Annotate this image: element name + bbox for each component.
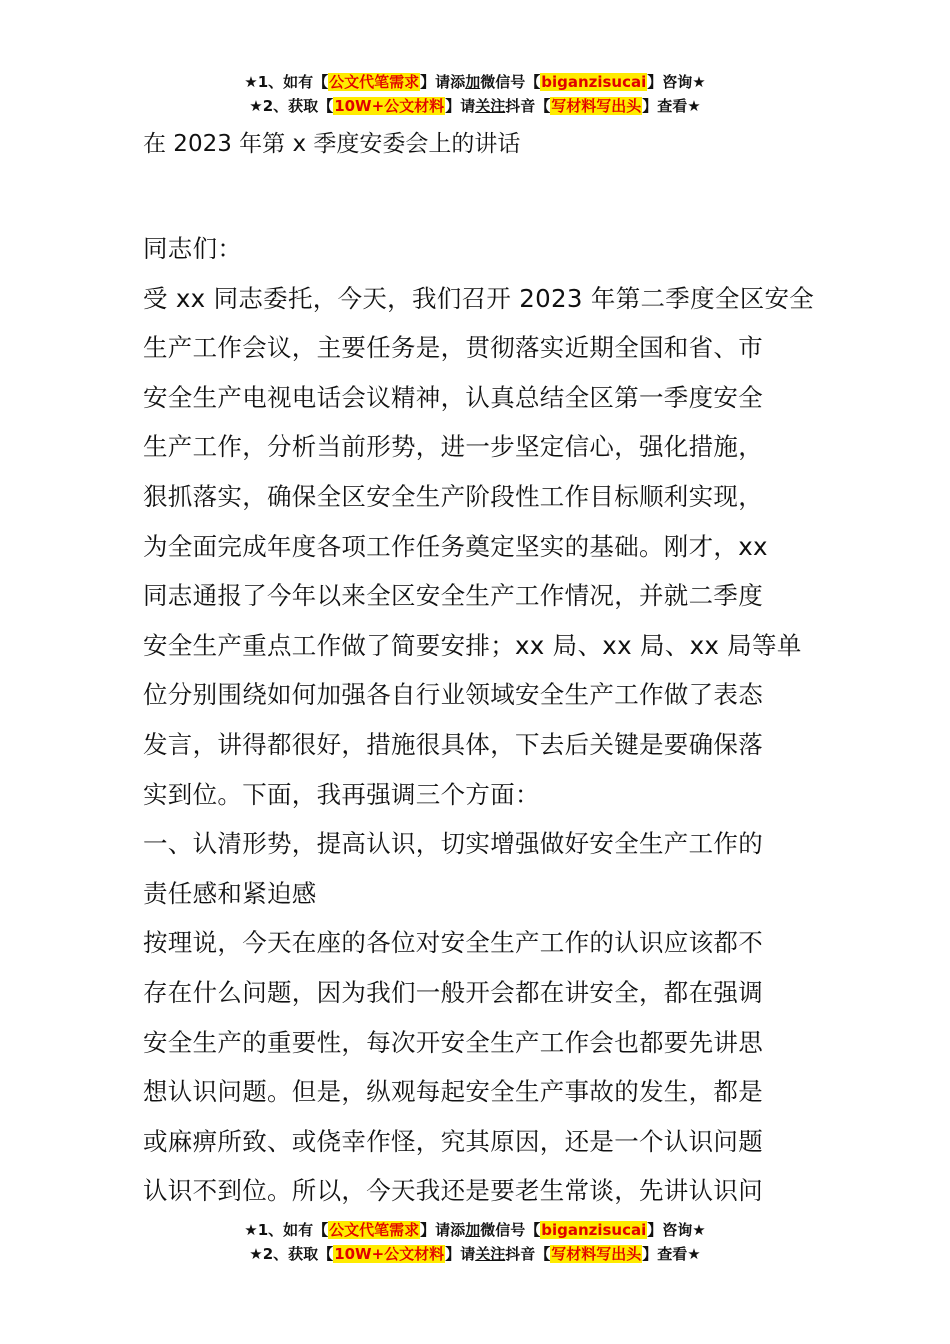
- text-line: 同志们：: [143, 234, 243, 263]
- text-line: 想认识问题。但是，纵观每起安全生产事故的发生，都是: [143, 1077, 763, 1107]
- promo-line-2: ★2、获取【10W+公文材料】请关注抖音【写材料写出头】查看★: [249, 97, 701, 115]
- text-line: 狠抓落实，确保全区安全生产阶段性工作目标顺利实现，: [143, 481, 763, 511]
- highlight-materials: 10W+公文材料: [334, 1245, 445, 1263]
- text-line: 按理说，今天在座的各位对安全生产工作的认识应该都不: [143, 928, 763, 958]
- text-line: 认识不到位。所以，今天我还是要老生常谈，先讲认识问: [143, 1176, 763, 1206]
- text-line: 为全面完成年度各项工作任务奠定坚实的基础。刚才，xx: [143, 531, 768, 561]
- promo-line-1: ★1、如有【公文代笔需求】请添加微信号【biganzisucai】咨询★: [244, 73, 706, 91]
- highlight-wechat-id: biganzisucai: [541, 1221, 647, 1239]
- highlight-douyin: 写材料写出头: [551, 1245, 642, 1263]
- text-line: 生产工作，分析当前形势，进一步坚定信心，强化措施，: [143, 432, 763, 462]
- highlight-materials: 10W+公文材料: [334, 97, 445, 115]
- text-line: 或麻痹所致、或侥幸作怪，究其原因，还是一个认识问题: [143, 1126, 763, 1156]
- text-line: 安全生产电视电话会议精神，认真总结全区第一季度安全: [143, 382, 763, 412]
- text-line: 受 xx 同志委托，今天，我们召开 2023 年第二季度全区安全: [143, 283, 815, 313]
- promo-line-1: ★1、如有【公文代笔需求】请添加微信号【biganzisucai】咨询★: [244, 1221, 706, 1239]
- highlight-service: 公文代笔需求: [329, 73, 420, 91]
- text-line: 实到位。下面，我再强调三个方面：: [143, 779, 540, 809]
- document-title: 在 2023 年第 x 季度安委会上的讲话: [143, 131, 521, 157]
- section-heading: 一、认清形势，提高认识，切实增强做好安全生产工作的: [143, 829, 763, 859]
- section-heading: 责任感和紧迫感: [143, 878, 317, 908]
- spacer: [143, 166, 807, 224]
- document-body: [143, 122, 815, 1216]
- text-line: 位分别围绕如何加强各自行业领域安全生产工作做了表态: [143, 680, 763, 710]
- highlight-wechat-id: biganzisucai: [541, 73, 647, 91]
- promo-line-2: ★2、获取【10W+公文材料】请关注抖音【写材料写出头】查看★: [249, 1245, 701, 1263]
- text-line: 同志通报了今年以来全区安全生产工作情况，并就二季度: [143, 581, 763, 611]
- text-line: 发言，讲得都很好，措施很具体，下去后关键是要确保落: [143, 729, 763, 759]
- text-line: 生产工作会议，主要任务是，贯彻落实近期全国和省、市: [143, 333, 763, 363]
- highlight-service: 公文代笔需求: [329, 1221, 420, 1239]
- promo-banner-top: [0, 70, 950, 118]
- text-line: 安全生产的重要性，每次开安全生产工作会也都要先讲思: [143, 1027, 763, 1057]
- text-line: 安全生产重点工作做了简要安排；xx 局、xx 局、xx 局等单: [143, 630, 802, 660]
- text-line: 存在什么问题，因为我们一般开会都在讲安全，都在强调: [143, 977, 763, 1007]
- promo-banner-bottom: [0, 1218, 950, 1266]
- highlight-douyin: 写材料写出头: [551, 97, 642, 115]
